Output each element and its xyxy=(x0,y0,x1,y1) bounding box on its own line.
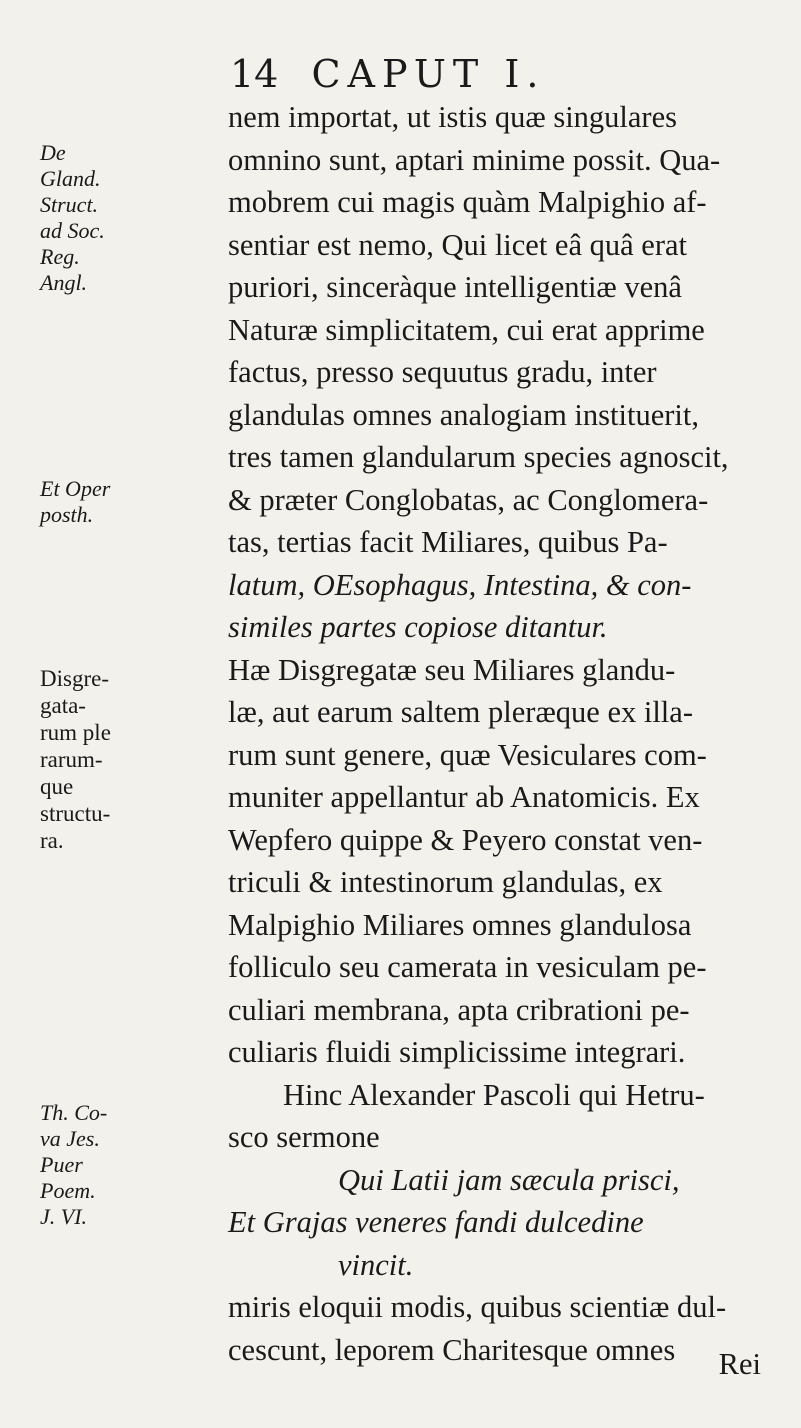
text-line: culiari membrana, apta cribrationi pe- xyxy=(228,992,690,1027)
margin-line: J. VI. xyxy=(40,1204,88,1229)
text-line: folliculo seu camerata in vesiculam pe- xyxy=(228,950,707,984)
text-line: glandulas omnes analogiam instituerit, xyxy=(228,397,699,432)
text-line: rum sunt genere, quæ Vesiculares com- xyxy=(228,737,707,772)
text-line: tas, tertias facit Miliares, quibus Pa- xyxy=(228,525,668,559)
margin-line: ad Soc. xyxy=(40,218,105,243)
text-line: tres tamen glandularum species agnoscit, xyxy=(228,440,729,474)
margin-note-oper xyxy=(40,476,110,528)
text-line: similes partes copiose ditantur. xyxy=(228,610,608,644)
margin-line: Gland. xyxy=(40,166,101,191)
chapter-title: CAPUT I. xyxy=(311,52,546,96)
page-number: 14 xyxy=(230,52,279,96)
margin-note-disgre xyxy=(40,665,111,854)
margin-line: Disgre- xyxy=(40,666,109,691)
running-header xyxy=(230,52,750,96)
text-line: mobrem cui magis quàm Malpighio af- xyxy=(228,185,707,219)
text-line: & præter Conglobatas, ac Conglomera- xyxy=(228,482,709,517)
margin-note-gland xyxy=(40,140,105,296)
margin-line: Reg. xyxy=(40,244,80,269)
text-line: læ, aut earum saltem pleræque ex illa- xyxy=(228,695,693,729)
text-line: miris eloquii modis, quibus scientiæ dul- xyxy=(228,1290,727,1324)
margin-line: Et Oper xyxy=(40,476,111,501)
text-line: Naturæ simplicitatem, cui erat apprime xyxy=(228,312,705,347)
margin-line: ra. xyxy=(40,828,64,853)
text-line: nem importat, ut istis quæ singulares xyxy=(228,100,677,134)
margin-line: structu- xyxy=(40,801,111,826)
margin-line: rarum- xyxy=(40,747,103,772)
text-line: omnino sunt, aptari minime possit. Qua- xyxy=(228,142,721,177)
text-line: triculi & intestinorum glandulas, ex xyxy=(228,865,663,899)
text-line: Hinc Alexander Pascoli qui Hetru- xyxy=(283,1077,705,1112)
text-line: Wepfero quippe & Peyero constat ven- xyxy=(228,822,703,857)
margin-line: Struct. xyxy=(40,192,99,217)
text-line: cescunt, leporem Charitesque omnes xyxy=(228,1332,676,1367)
text-line: sentiar est nemo, Qui licet eâ quâ erat xyxy=(228,227,688,262)
margin-line: gata- xyxy=(40,693,86,718)
margin-line: Angl. xyxy=(40,270,88,295)
verse-line: vincit. xyxy=(338,1247,414,1282)
main-text-block xyxy=(228,96,768,1371)
margin-note-poem xyxy=(40,1100,107,1230)
text-line: sco sermone xyxy=(228,1120,380,1154)
catchword: Rei xyxy=(718,1347,761,1381)
text-line: latum, OEsophagus, Intestina, & con- xyxy=(228,567,692,602)
margin-line: posth. xyxy=(40,502,94,527)
margin-line: Th. Co- xyxy=(40,1100,108,1125)
margin-line: De xyxy=(40,140,66,165)
text-line: Malpighio Miliares omnes glandulosa xyxy=(228,907,692,942)
margin-line: Puer xyxy=(40,1152,83,1177)
text-line: muniter appellantur ab Anatomicis. Ex xyxy=(228,780,700,814)
text-line: puriori, sinceràque intelligentiæ venâ xyxy=(228,270,682,304)
margin-line: Poem. xyxy=(40,1178,96,1203)
text-line: culiaris fluidi simplicissime integrari. xyxy=(228,1035,686,1069)
text-line: Hæ Disgregatæ seu Miliares glandu- xyxy=(228,652,676,687)
text-line: factus, presso sequutus gradu, inter xyxy=(228,355,657,389)
verse-line: Qui Latii jam sæcula prisci, xyxy=(338,1162,680,1197)
margin-line: que xyxy=(40,774,74,799)
margin-line: rum ple xyxy=(40,720,111,745)
verse-line: Et Grajas veneres fandi dulcedine xyxy=(228,1205,644,1239)
margin-line: va Jes. xyxy=(40,1126,100,1151)
